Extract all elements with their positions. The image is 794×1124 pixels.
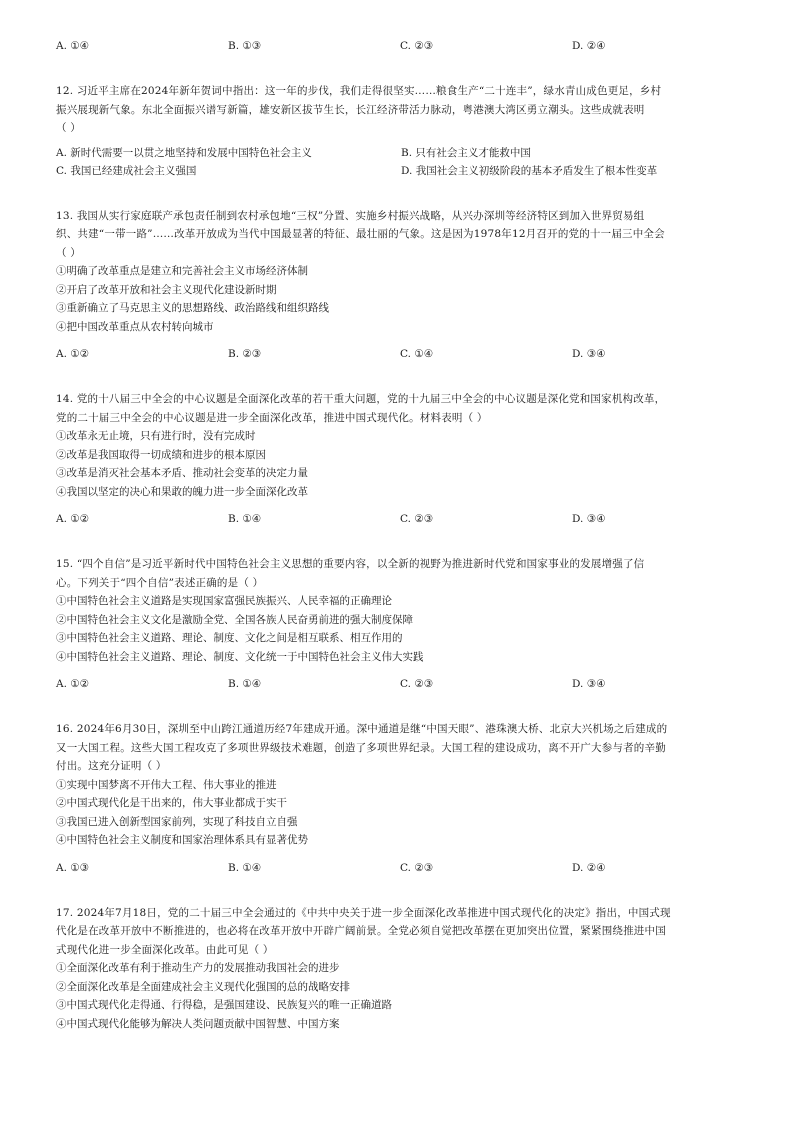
statement-item: ④中国特色社会主义制度和国家治理体系具有显著优势 (56, 834, 308, 846)
stem-line: 织、共建“一带一路”……改革开放成为当代中国最显著的特征、最壮丽的气象。这是因为1978年12月召开的党的十一届三中全会 (56, 228, 665, 240)
question-options (56, 674, 746, 694)
option-a: A. ①② (56, 678, 90, 690)
exam-page (56, 36, 746, 1033)
statement-item: ③重新确立了马克思主义的思想路线、政治路线和组织路线 (56, 302, 329, 314)
statement-item: ③中国特色社会主义道路、理论、制度、文化之间是相互联系、相互作用的 (56, 632, 403, 644)
option-d: D. ③④ (572, 678, 606, 690)
option-b: B. ①④ (228, 861, 262, 874)
statement-item: ③改革是消灭社会基本矛盾、推动社会变革的决定力量 (56, 467, 308, 479)
question-stem (56, 207, 746, 263)
option-c: C. ②③ (400, 40, 434, 52)
statement-item: ③中国式现代化走得通、行得稳，是强国建设、民族复兴的唯一正确道路 (56, 999, 392, 1011)
stem-line: 代化是在改革开放中不断推进的，也必将在改革开放中开辟广阔前景。全党必须自觉把改革摆在更加突出位置，紧紧围绕推进中国 (56, 925, 666, 937)
option-a: A. ①③ (56, 861, 90, 874)
option-b: B. ①④ (228, 678, 262, 690)
question-choices (56, 144, 746, 181)
stem-line: 心。下列关于“四个自信”表述正确的是（ ） (56, 576, 264, 589)
stem-line: 12. 习近平主席在2024年新年贺词中指出：这一年的步伐，我们走得很坚实……粮食生产“二十连丰”，绿水青山成色更足，乡村 (56, 85, 662, 97)
statement-item: ③我国已进入创新型国家前列，实现了科技自立自强 (56, 815, 298, 828)
option-d: D. ③④ (572, 348, 606, 360)
stem-line: 党的二十届三中全会的中心议题是进一步全面深化改革，推进中国式现代化。材料表明（ ） (56, 411, 488, 424)
statement-item: ①改革永无止境，只有进行时，没有完成时 (56, 430, 256, 442)
stem-line: 13. 我国从实行家庭联产承包责任制到农村承包地“三权”分置、实施乡村振兴战略，从兴办深圳等经济特区到加入世界贸易组 (56, 209, 645, 222)
stem-line: （ ） (56, 122, 81, 134)
question-17 (56, 904, 746, 1034)
stem-line: 17. 2024年7月18日，党的二十届三中全会通过的《中共中央关于进一步全面深化改革推进中国式现代化的决定》指出，中国式现 (56, 906, 671, 919)
question-options (56, 509, 746, 529)
statement-item: ①实现中国梦离不开伟大工程、伟大事业的推进 (56, 778, 277, 791)
option-d: D. 我国社会主义初级阶段的基本矛盾发生了根本性变革 (401, 165, 658, 177)
statement-item: ①中国特色社会主义道路是实现国家富强民族振兴、人民幸福的正确理论 (56, 595, 392, 607)
option-c: C. ②③ (400, 678, 434, 690)
question-stem (56, 720, 746, 776)
question-16 (56, 720, 746, 878)
statement-item: ①全面深化改革有利于推动生产力的发展推动我国社会的进步 (56, 962, 340, 974)
option-b: B. ②③ (228, 348, 262, 360)
statement-item: ②中国式现代化是干出来的，伟大事业都成于实干 (56, 797, 287, 809)
statement-item: ①明确了改革重点是建立和完善社会主义市场经济体制 (56, 265, 308, 277)
statement-item: ④把中国改革重点从农村转向城市 (56, 320, 214, 333)
question-15 (56, 555, 746, 694)
option-d: D. ③④ (572, 513, 606, 525)
question-stem (56, 904, 746, 960)
stem-line: 15. “四个自信”是习近平新时代中国特色社会主义思想的重要内容，以全新的视野为推进新时代党和国家事业的发展增强了信 (56, 558, 645, 570)
statement-item: ④我国以坚定的决心和果敢的魄力进一步全面深化改革 (56, 485, 308, 498)
option-c: C. 我国已经建成社会主义强国 (56, 165, 197, 177)
question-stem (56, 390, 746, 427)
stem-line: 式现代化进一步全面深化改革。由此可见（ ） (56, 943, 274, 956)
statement-item: ④中国式现代化能够为解决人类问题贡献中国智慧、中国方案 (56, 1017, 340, 1030)
option-c: C. ②③ (400, 513, 434, 525)
option-a: A. ①② (56, 513, 90, 525)
stem-line: 振兴展现新气象。东北全面振兴谱写新篇，雄安新区拔节生长，长江经济带活力脉动，粤港澳大湾区勇立潮头。这些成就表明 (56, 103, 645, 116)
stem-line: 付出。这充分证明（ ） (56, 760, 167, 772)
option-b: B. ①④ (228, 513, 262, 525)
question-14 (56, 390, 746, 529)
stem-line: 16. 2024年6月30日，深圳至中山跨江通道历经7年建成开通。深中通道是继“中国天眼”、港珠澳大桥、北京大兴机场之后建成的 (56, 723, 668, 735)
option-c: C. ②③ (400, 861, 434, 874)
option-c: C. ①④ (400, 348, 434, 360)
question-options (56, 344, 746, 364)
stem-line: 14. 党的十八届三中全会的中心议题是全面深化改革的若干重大问题，党的十九届三中全会的中心议题是深化党和国家机构改革， (56, 393, 666, 405)
question-12 (56, 82, 746, 181)
option-d: D. ②④ (572, 861, 606, 874)
option-a: A. ①④ (56, 40, 90, 52)
statement-item: ②开启了改革开放和社会主义现代化建设新时期 (56, 283, 277, 296)
option-a: A. 新时代需要一以贯之地坚持和发展中国特色社会主义 (56, 146, 312, 159)
option-a: A. ①② (56, 348, 90, 360)
statement-item: ②全面深化改革是全面建成社会主义现代化强国的总的战略安排 (56, 980, 350, 993)
q11-options (56, 36, 746, 56)
stem-line: 又一大国工程。这些大国工程攻克了多项世界级技术难题，创造了多项世界纪录。大国工程的建设成功，离不开广大参与者的辛勤 (56, 741, 666, 754)
option-b: B. 只有社会主义才能救中国 (401, 146, 531, 159)
question-stem (56, 82, 746, 138)
stem-line: （ ） (56, 246, 81, 259)
option-b: B. ①③ (228, 40, 262, 52)
option-d: D. ②④ (572, 40, 606, 52)
statement-item: ②改革是我国取得一切成绩和进步的根本原因 (56, 448, 266, 461)
question-stem (56, 555, 746, 592)
statement-item: ②中国特色社会主义文化是激励全党、全国各族人民奋勇前进的强大制度保障 (56, 613, 413, 626)
statement-item: ④中国特色社会主义道路、理论、制度、文化统一于中国特色社会主义伟大实践 (56, 650, 424, 663)
question-options (56, 858, 746, 878)
question-13 (56, 207, 746, 365)
